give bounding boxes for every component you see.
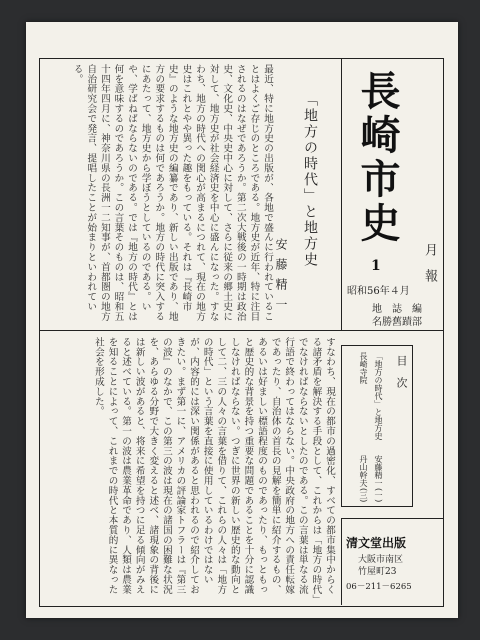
toc-entry-1-author: 安藤精一 [374,455,383,487]
toc-entry-2-page: (三) [359,488,368,503]
toc-entry-2-title: 長崎寺院 [359,352,368,384]
issue-number: 1 [371,258,381,274]
masthead-divider [341,58,342,331]
issue-date: 昭和56年４月 [347,286,410,297]
publisher-phone: 06－211－6265 [346,582,412,592]
article-title: 「地方の時代」と地方史 [302,92,318,268]
publisher-name: 清文堂出版 [346,536,407,550]
article-body-lower: すなわち、現在の都市の過密化、すべての都市集中からくる諸矛盾を解決する手段として、これからは「地方の時代」でなければならないとしたのである。この言葉は単なる流行語で終わってはならない。中央政府の地方への責任転嫁であったり、自治体の首長の見解を簡単に紹介するもの、あるいは好ましい標語程度のものであったり、もっともっと歴史的な背景を持つ重要な問題であることを十分に認識しなければならない。つぎに世界の新しい歴史的な動向として二、三の人々の言葉を借りて、これらの人々は「地方の時代」という言葉を直接に使用しているわけではないが、内容的には深い関係があると思われるので紹介しておきたい。まず第一に、アメリカの評論家トフラーは『第三の波』のなかで、この第三の波は現在の諸国の困難な状況を、あらゆる分野で大きく変えると述べ、諸現象の背後には新しい波があると、将来に希望を持つに足る傾向がみえると述べている。第一の波は農業革命であり、人類は農業を知ることによって、これまでの時代と本質的に異なった社会を形成した。 [92,337,335,600]
article-author: 安藤精一 [274,238,288,318]
section-name-b: 名勝舊蹟部 [372,317,422,328]
masthead-title: 長崎市史 [354,70,401,246]
toc-entry-1-page: (一) [374,488,383,503]
toc-entry-1-title: 「地方の時代」と地方史 [374,352,383,440]
toc-entry-2-author: 丹山幹夫 [359,455,368,487]
masthead-label: 月 報 [422,243,437,282]
publisher-address-1: 大阪市南区 [358,555,404,565]
publisher-address-2: 竹屋町23 [358,567,397,577]
toc-heading: 目 次 [395,355,408,388]
article-body-upper: 最近、特に地方史の出版が、各地で盛んに行われていることはよくご存じのところである。地方史が近年、特に注目されるのはなぜであろうか。第二次大戦後の一時期は政治史、文化史、中央史中心に対して、さらに従来の郷土史に対して、地方史が社会経済史を中心に盛んになった。すなわち、地方の時代への関心が高まるにつれて、現在の地方史はこれとやや異った趣をもっている。それは『長崎市史』のような地方史の編纂であり、新しい出版であり、地方の要求するものは何であろうか。地方の時代に突入するにあたって、地方史から学ぼうとしているのである。いや、学ばねばならないのである。では『地方の時代』とは何を意味するのであろうか。この言葉そのものは、昭和五十四年四月に、神奈川県の長洲一二知事が、首都圏の地方自治研究会で発言、提唱したことが始まりといわれている。 [71,64,273,322]
section-name-a: 地 誌 編 [372,304,422,315]
section-divider [39,330,443,331]
